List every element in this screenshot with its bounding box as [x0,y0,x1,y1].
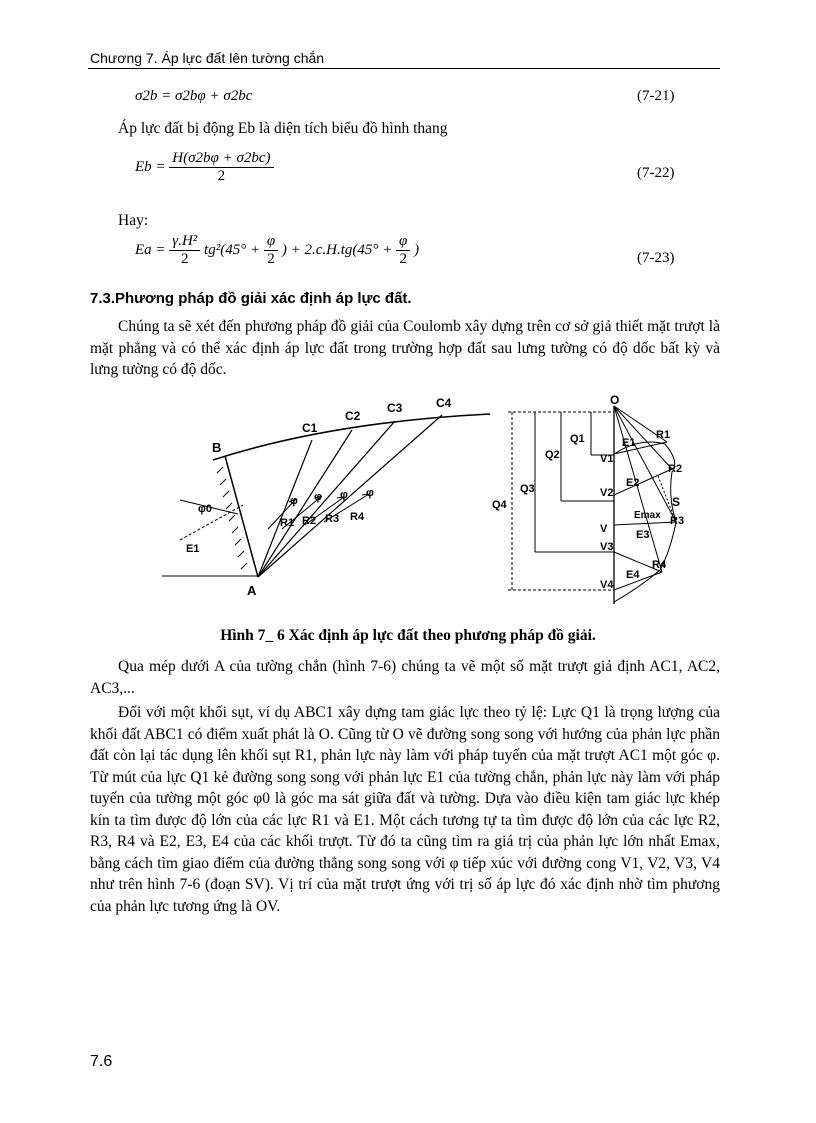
equation-7-23 [135,233,419,268]
label-c3: C3 [387,401,403,415]
label-o: O [610,393,620,407]
page-number: 7.6 [90,1053,113,1070]
label-c1: C1 [302,421,318,435]
label-emax: Emax [634,510,661,521]
label-e4: E4 [626,569,640,581]
retaining-wall [225,456,258,577]
section-heading: 7.3.Phương pháp đồ giải xác định áp lực đất. [90,290,412,307]
label-r2: R2 [302,515,317,527]
slip-plane-ac3 [258,421,395,577]
paragraph-slip-planes: Qua mép dưới A của tường chắn (hình 7-6) chúng ta vẽ một số mặt trượt giả định AC1, AC2, AC3,... [90,658,720,697]
eq3-mid2: ) + 2.c.H.tg(45° + [281,241,393,258]
slip-plane-ac4 [258,415,442,577]
label-c4: C4 [436,396,452,410]
label-r4-right: R4 [652,559,667,571]
paragraph-coulomb-intro: Chúng ta sẽ xét đến phương pháp đồ giải của Coulomb xây dựng trên cơ sở giả thiết mặt trượt là mặt phẳng và có thể xác định áp lực đất trong trường hợp đất sau lưng tường có độ dốc bất kỳ và lưng tường có độ dốc. [90,318,720,378]
label-q1: Q1 [570,433,585,445]
equation-number-7-21: (7-21) [637,88,675,104]
label-v1: V1 [600,453,614,465]
label-q4: Q4 [492,499,507,511]
equation-7-22 [135,150,274,185]
eq2-fraction [169,150,273,185]
equation-number-7-22: (7-22) [637,165,675,181]
eq3-f3-num: φ [396,233,410,251]
running-header: Chương 7. Áp lực đất lên tường chắn [90,50,325,66]
label-r3-right: R3 [670,515,685,527]
label-a: A [247,583,257,598]
eq3-fraction-3 [396,233,410,268]
label-phi-4: φ [366,487,374,499]
label-v3: V3 [600,541,614,553]
eq2-denominator: 2 [217,168,226,184]
equation-number-7-23: (7-23) [637,250,675,266]
label-r2-right: R2 [668,463,683,475]
label-phi-1: φ [290,495,298,507]
eq3-mid1: tg²(45° + [204,241,261,258]
eq3-f2-num: φ [264,233,278,251]
eq3-f1-num: γ.H² [169,233,200,251]
eq3-fraction-2 [264,233,278,268]
label-q2: Q2 [545,449,560,461]
label-v2: V2 [600,487,614,499]
eq3-end: ) [414,241,420,258]
eq2-lhs: Eb = [135,158,166,175]
label-e2: E2 [626,477,640,489]
label-phi0: φ0 [198,503,212,515]
eq3-f1-den: 2 [181,251,189,267]
eq3-f2-den: 2 [267,251,275,267]
label-r4: R4 [350,511,365,523]
label-s: S [672,495,681,509]
paragraph-force-triangle: Đối với một khối sụt, ví dụ ABC1 xây dựng tam giác lực theo tỷ lệ: Lực Q1 là trọng lượng của khối đất ABC1 có điểm xuất phát là O. Cũng từ O vẽ đường song song với hướng của phản lực phần đất còn lại tác dụng lên khối sụt R1, phản lực này làm với pháp tuyến của mặt trượt AC1 một góc φ. Từ mút của lực Q1 kẻ đường song song với phản lực E1 của tường chắn, phản lực này làm với pháp tuyến của tường một góc φ0 là góc ma sát giữa đất và tường. Dựa vào điều kiện tam giác lực khép kín ta tìm được độ lớn của các lực R1 và E1. Một cách tương tự ta tìm được độ lớn của các lực R2, R3, R4 và E2, E3, E4 của các khối trượt. Từ đó ta cũng tìm ra giá trị của phản lực lớn nhất Emax, bằng cách tìm giao điểm của đường thẳng song song với φ tiếp xúc với đường cong V1, V2, V3, V4 như trên hình 7-6 (đoạn SV). Vị trí của mặt trượt ứng với trị số áp lực đó xác định nhờ tìm phương của phản lực tương ứng là OV. [90,704,720,915]
slip-plane-ac1 [258,440,312,577]
label-phi-3: φ [340,489,348,501]
label-r1-right: R1 [656,429,671,441]
label-v4: V4 [600,579,614,591]
figure-7-6 [0,392,816,622]
eq2-numerator: H(σ2bφ + σ2bc) [169,150,273,168]
eq3-f3-den: 2 [399,251,407,267]
header-rule [88,68,720,69]
equation-7-21: σ2b = σ2bφ + σ2bc [135,88,253,104]
label-r1: R1 [280,517,295,529]
label-c2: C2 [345,409,361,423]
label-b: B [212,440,222,455]
hay-label: Hay: [118,212,149,229]
passive-pressure-intro: Áp lực đất bị động Eb là diện tích biểu đồ hình thang [118,120,448,137]
label-e3: E3 [636,529,650,541]
eq3-lhs: Ea = [135,241,166,258]
label-v: V [600,523,608,535]
eq3-fraction-1 [169,233,200,268]
figure-caption: Hình 7_ 6 Xác định áp lực đất theo phương pháp đồ giải. [220,627,596,644]
label-e1: E1 [622,437,636,449]
label-e1-left: E1 [186,543,200,555]
label-phi-2: φ [314,491,322,503]
label-q3: Q3 [520,483,535,495]
label-r3: R3 [325,513,340,525]
slip-plane-ac2 [258,430,352,577]
